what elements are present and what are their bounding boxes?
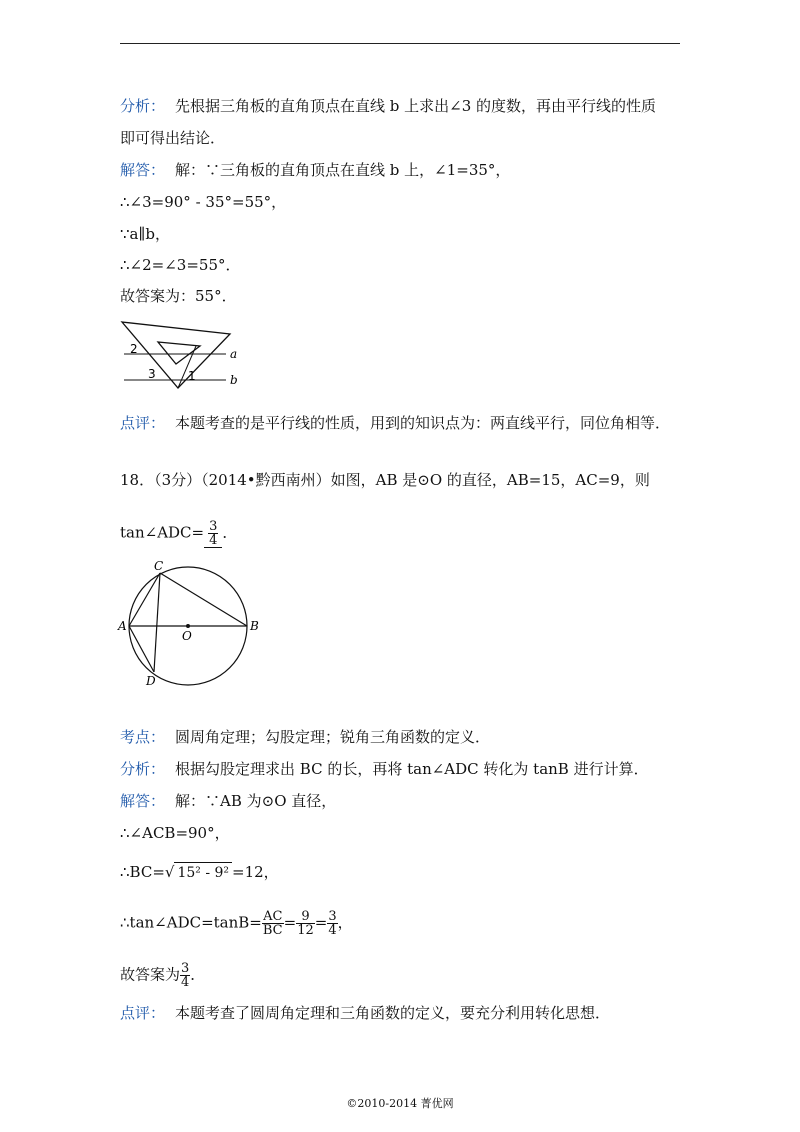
answer-numerator: 3 (209, 519, 218, 534)
kaodian-text: 圆周角定理；勾股定理；锐角三角函数的定义． (175, 728, 491, 746)
p18-tan-line (120, 910, 353, 937)
answer-fraction (208, 520, 218, 547)
answer-blank (204, 520, 222, 548)
p18-final-line (120, 962, 205, 989)
fraction-9-12 (296, 910, 315, 937)
p18-analysis-line (120, 759, 649, 779)
answer-text: 解：∵三角板的直角顶点在直线 b 上，∠1=35°， (175, 161, 511, 179)
label-2: 2 (130, 342, 138, 356)
label-o: O (182, 629, 192, 643)
segment-ad (129, 626, 154, 672)
label-b: B (250, 619, 259, 633)
p17-answer-line-2: ∴∠3=90° - 35°=55°， (120, 193, 287, 211)
frac-den: 12 (297, 923, 314, 938)
tan2-suffix: ， (337, 913, 353, 932)
comment-label: 点评： (120, 414, 166, 432)
frac-num: 3 (328, 909, 337, 924)
label-b: b (230, 373, 238, 387)
inner-triangle (158, 342, 200, 364)
sqrt-sign: √ (164, 863, 175, 881)
p18-comment-line (120, 1003, 610, 1023)
circle-figure (116, 558, 266, 688)
p17-comment-line (120, 413, 670, 433)
equals-1: = (283, 913, 297, 932)
label-a: A (118, 619, 127, 633)
equals-2: = (314, 913, 328, 932)
final-prefix: 故答案为 (120, 965, 181, 984)
label-a: a (230, 347, 238, 361)
p17-answer-line-3: ∵a∥b， (120, 225, 171, 243)
final-fraction (180, 962, 190, 989)
p18-bc-line (120, 862, 279, 883)
kaodian-label: 考点： (120, 728, 166, 746)
label-1: 1 (188, 369, 196, 383)
p18-answer-line-1 (120, 791, 336, 811)
comment-label: 点评： (120, 1004, 166, 1022)
p17-analysis-line-2: 即可得出结论． (120, 129, 226, 147)
final-suffix: ． (190, 965, 206, 984)
p18-answer-blank-line (120, 520, 237, 548)
comment-text: 本题考查了圆周角定理和三角函数的定义，要充分利用转化思想． (175, 1004, 611, 1022)
p18-answer-line-2: ∴∠ACB=90°， (120, 824, 230, 842)
analysis-label: 分析： (120, 760, 166, 778)
label-c: C (154, 559, 164, 573)
segment-cb (160, 573, 247, 626)
analysis-text: 根据勾股定理求出 BC 的长，再将 tan∠ADC 转化为 tanB 进行计算． (175, 760, 649, 778)
frac-den: BC (262, 923, 283, 938)
p17-analysis-line-1 (120, 96, 656, 116)
p17-answer-line-4: ∴∠2=∠3=55°． (120, 256, 241, 274)
center-point (186, 624, 190, 628)
outer-triangle (122, 322, 230, 388)
frac-den: 4 (328, 923, 337, 938)
p18-kaodian-line (120, 727, 490, 747)
answer-label: 解答： (120, 161, 166, 179)
p17-answer-line-5: 故答案为：55°． (120, 287, 237, 305)
analysis-label: 分析： (120, 97, 166, 115)
fraction-ac-bc (262, 910, 284, 937)
sqrt-radicand: 15² - 9² (174, 862, 232, 883)
comment-text: 本题考查的是平行线的性质，用到的知识点为：两直线平行，同位角相等． (175, 414, 671, 432)
header-rule (120, 43, 680, 44)
answer-text: 解：∵AB 为⊙O 直径， (175, 792, 337, 810)
frac-num: 3 (181, 961, 190, 976)
fraction-3-4 (327, 910, 337, 937)
tan-suffix: ． (222, 523, 238, 542)
p17-answer-line-1 (120, 160, 510, 180)
tan-prefix: tan∠ADC= (120, 523, 205, 542)
parallel-lines-figure (118, 318, 253, 390)
label-3: 3 (148, 367, 156, 381)
bc-prefix: ∴BC= (120, 863, 165, 881)
label-d: D (146, 674, 156, 688)
p18-question: 18．（3分）（2014•黔西南州）如图，AB 是⊙O 的直径，AB=15，AC=9，则 (120, 471, 650, 489)
page-footer: ©2010-2014 菁优网 (346, 1097, 454, 1110)
answer-denominator: 4 (209, 533, 218, 548)
answer-label: 解答： (120, 792, 166, 810)
frac-den: 4 (181, 975, 190, 990)
frac-num: AC (263, 909, 283, 924)
analysis-text: 先根据三角板的直角顶点在直线 b 上求出∠3 的度数，再由平行线的性质 (175, 97, 657, 115)
segment-ac (129, 573, 160, 626)
segment-cd (154, 573, 160, 672)
bc-suffix: =12， (232, 863, 279, 881)
tan2-prefix: ∴tan∠ADC=tanB= (120, 913, 262, 932)
frac-num: 9 (301, 909, 310, 924)
